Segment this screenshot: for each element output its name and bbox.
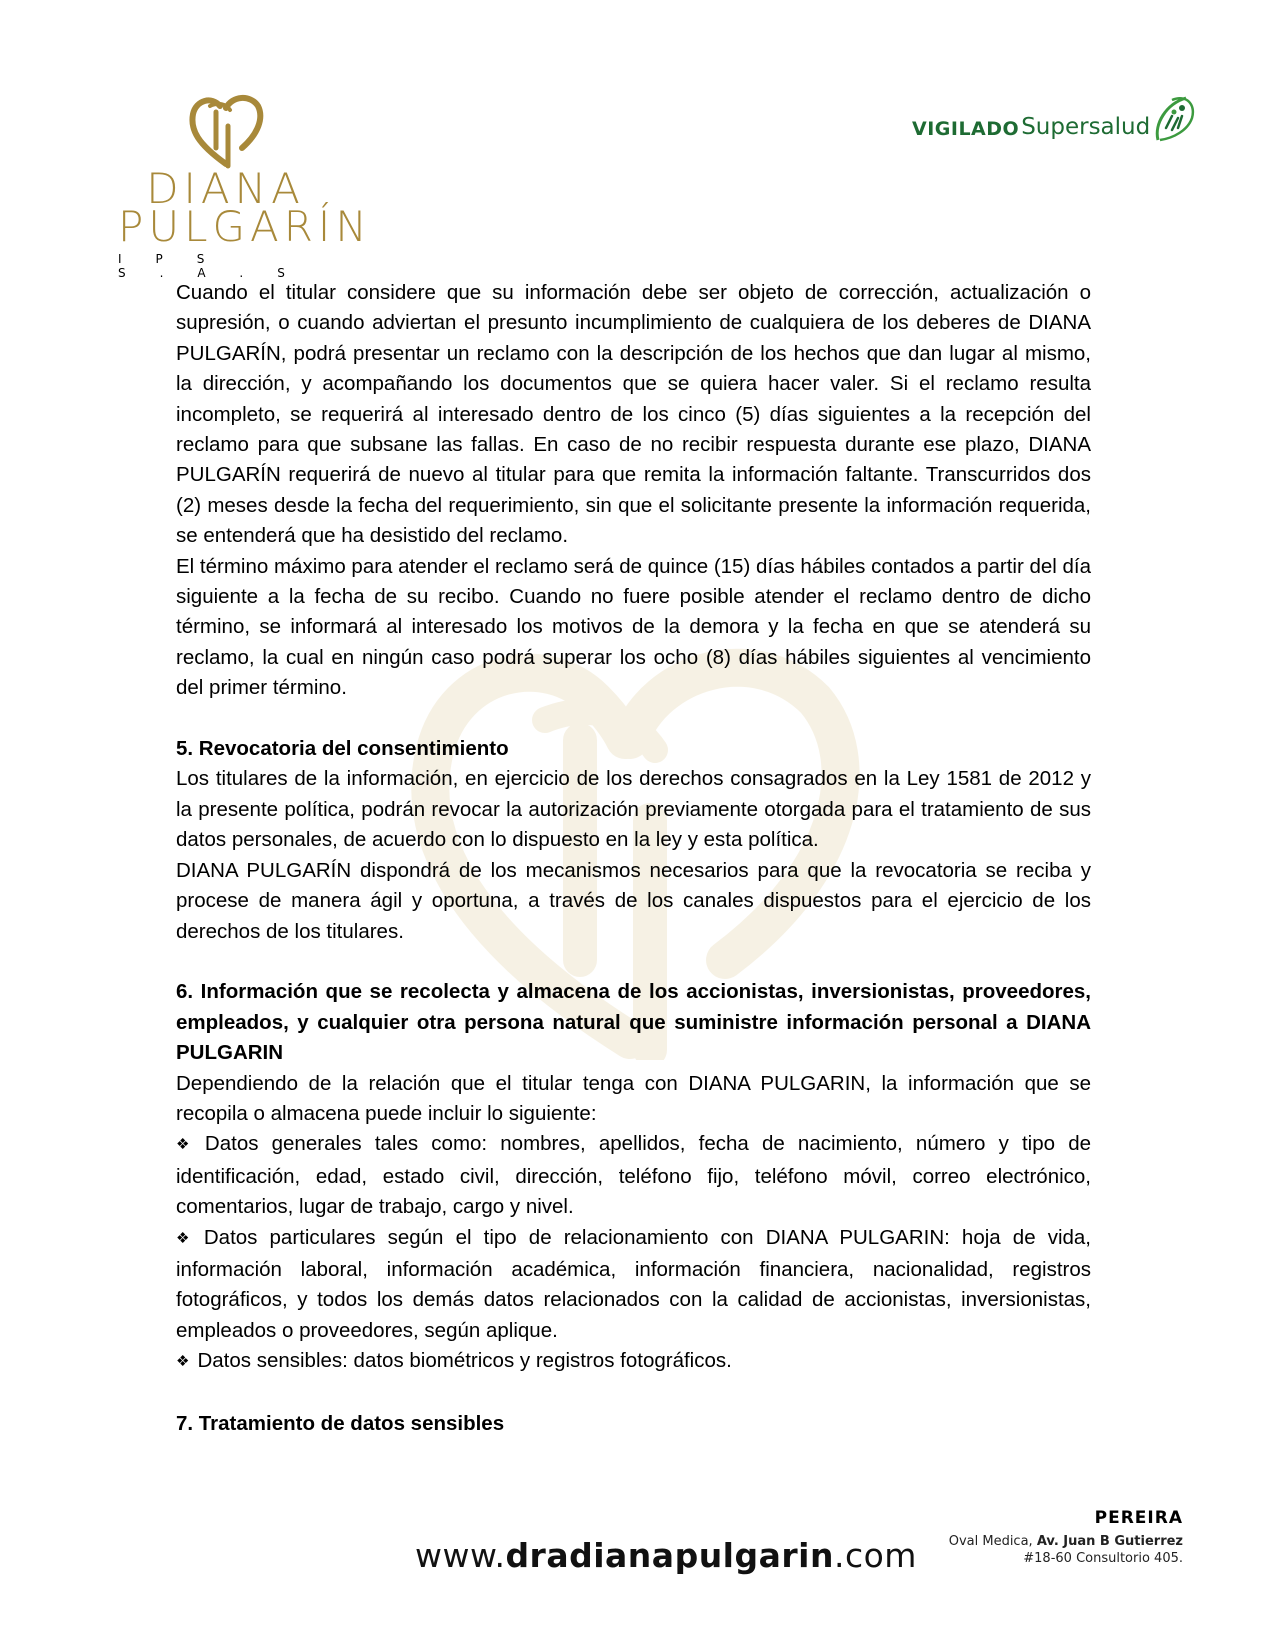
supersalud-swoosh-icon (1152, 94, 1196, 144)
footer-address (949, 1533, 1183, 1567)
logo-name-line1: DIANA (146, 164, 305, 213)
website-link[interactable] (415, 1536, 917, 1575)
section-5-heading: 5. Revocatoria del consentimiento (176, 737, 509, 761)
heart-logo-icon (186, 92, 266, 170)
list-item: ❖ Datos generales tales como: nombres, apellidos, fecha de nacimiento, número y tipo de identificación, edad, estado civil, dirección, teléfono fijo, teléfono móvil, correo electrónico, comentarios, lugar de trabajo, cargo y nivel. (176, 1129, 1091, 1222)
company-logo (118, 92, 372, 280)
list-item: ❖ Datos sensibles: datos biométricos y registros fotográficos. (176, 1346, 1091, 1378)
address-street: Av. Juan B Gutierrez (1036, 1534, 1183, 1549)
document-body (176, 278, 1091, 1439)
url-domain: dradianapulgarin (505, 1536, 834, 1575)
footer-city: PEREIRA (1094, 1508, 1183, 1528)
vigilado-label: VIGILADO (912, 118, 1020, 140)
logo-subtitle: IPS S.A.S (118, 252, 319, 280)
address-line-2: #18-60 Consultorio 405. (1023, 1551, 1183, 1566)
section-5-paragraph-1: Los titulares de la información, en ejercicio de los derechos consagrados en la Ley 1581 de 2012 y la presente política, podrán revocar la autorización previamente otorgada para el tratamiento de sus datos personales, de acuerdo con lo dispuesto en la ley y esta política. (176, 767, 1091, 852)
address-prefix: Oval Medica, (948, 1534, 1037, 1549)
supersalud-label: Supersalud (1021, 114, 1151, 140)
reclamo-paragraph: Cuando el titular considere que su información debe ser objeto de corrección, actualización o supresión, o cuando adviertan el presunto incumplimiento de cualquiera de los deberes de DIANA PULGARÍN, podrá presentar un reclamo con la descripción de los hechos que dan lugar al mismo, la dirección, y acompañando los documentos que se quiera hacer valer. Si el reclamo resulta incompleto, se requerirá al interesado dentro de los cinco (5) días siguientes a la recepción del reclamo para que subsane las fallas. En caso de no recibir respuesta durante ese plazo, DIANA PULGARÍN requerirá de nuevo al titular para que remita la información faltante. Transcurridos dos (2) meses desde la fecha del requerimiento, sin que el solicitante presente la información requerida, se entenderá que ha desistido del reclamo. (176, 281, 1091, 548)
list-item: ❖ Datos particulares según el tipo de relacionamiento con DIANA PULGARIN: hoja de vida, información laboral, información académica, información financiera, nacionalidad, registros fotográficos, y todos los demás datos relacionados con la calidad de accionistas, inversionistas, empleados o proveedores, según aplique. (176, 1223, 1091, 1347)
term-paragraph: El término máximo para atender el reclamo será de quince (15) días hábiles contados a partir del día siguiente a la fecha de su recibo. Cuando no fuere posible atender el reclamo dentro de dicho término, se informará al interesado los motivos de la demora y la fecha en que se atenderá su reclamo, la cual en ningún caso podrá superar los ocho (8) días hábiles siguientes al vencimiento del primer término. (176, 554, 1092, 700)
supersalud-badge (912, 80, 1196, 140)
url-prefix: www. (415, 1536, 506, 1575)
section-6-paragraph: Dependiendo de la relación que el titular tenga con DIANA PULGARIN, la información que se recopila o almacena puede incluir lo siguiente: (176, 1071, 1091, 1125)
logo-name-line2: PULGARÍN (118, 202, 372, 251)
section-7-heading: 7. Tratamiento de datos sensibles (176, 1411, 505, 1435)
section-5-paragraph-2: DIANA PULGARÍN dispondrá de los mecanismos necesarios para que la revocatoria se reciba y procese de manera ágil y oportuna, a través de los canales dispuestos para el ejercicio de los derechos de los titulares. (176, 858, 1091, 943)
url-suffix: .com (833, 1536, 917, 1575)
section-6-heading: 6. Información que se recolecta y almacena de los accionistas, inversionistas, proveedores, empleados, y cualquier otra persona natural que suministre información personal a DIANA PULGARIN (176, 980, 1091, 1065)
